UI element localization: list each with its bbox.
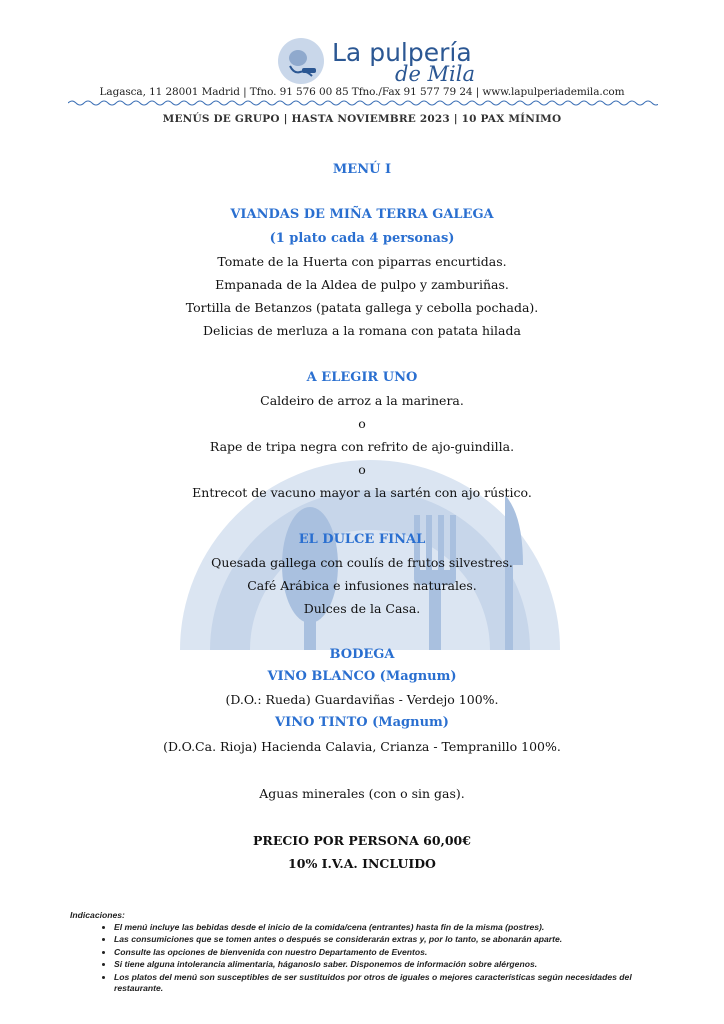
menu-separator: o <box>358 416 366 431</box>
section-heading: A ELEGIR UNO <box>306 370 418 385</box>
logo-text-script: de Mila <box>395 62 476 86</box>
wine-item: (D.O.Ca. Rioja) Hacienda Calavia, Crianza - Tempranillo 100%. <box>163 739 561 754</box>
price-per-person: PRECIO POR PERSONA 60,00€ <box>253 833 471 848</box>
wavy-divider <box>68 99 658 107</box>
restaurant-logo <box>278 38 478 86</box>
contact-info: Lagasca, 11 28001 Madrid | Tfno. 91 576 00 85 Tfno./Fax 91 577 79 24 | www.lapulperiademila.com <box>99 86 625 98</box>
menu-item: Empanada de la Aldea de pulpo y zamburiñas. <box>215 277 509 292</box>
vat-included: 10% I.V.A. INCLUIDO <box>288 856 436 871</box>
menu-item: Café Arábica e infusiones naturales. <box>247 578 477 593</box>
section-heading: BODEGA <box>329 647 395 662</box>
note-item: • Si tiene alguna intolerancia alimentaria, háganoslo saber. Disponemos de información sobre alérgenos. <box>114 959 670 970</box>
menu-item: Entrecot de vacuno mayor a la sartén con ajo rústico. <box>192 485 532 500</box>
note-item: • El menú incluye las bebidas desde el inicio de la comida/cena (entrantes) hasta fin de la misma (postres). <box>114 922 670 933</box>
wine-item: (D.O.: Rueda) Guardaviñas - Verdejo 100%. <box>225 692 499 707</box>
wine-heading: VINO TINTO (Magnum) <box>275 715 449 730</box>
section-subheading: (1 plato cada 4 personas) <box>269 231 455 246</box>
notes-section <box>70 910 670 995</box>
wine-heading: VINO BLANCO (Magnum) <box>267 669 457 684</box>
note-item: • Los platos del menú son susceptibles de ser sustituidos por otros de iguales o mejores características según necesidades del restaurante. <box>114 972 670 994</box>
notes-list <box>70 922 670 994</box>
menu-item: Delicias de merluza a la romana con patata hilada <box>203 323 521 338</box>
menu-title: MENÚ I <box>332 162 392 177</box>
section-heading: EL DULCE FINAL <box>298 532 426 547</box>
menu-item: Caldeiro de arroz a la marinera. <box>260 393 464 408</box>
water-item: Aguas minerales (con o sin gas). <box>259 786 465 801</box>
section-heading: VIANDAS DE MIÑA TERRA GALEGA <box>230 207 494 222</box>
menu-item: Rape de tripa negra con refrito de ajo-guindilla. <box>209 439 515 454</box>
menu-item: Tomate de la Huerta con piparras encurtidas. <box>217 254 507 269</box>
logo-text-main: La pulpería <box>332 38 472 67</box>
logo-octopus-icon <box>278 38 324 84</box>
notes-title: Indicaciones: <box>70 910 125 920</box>
group-menu-subtitle: MENÚS DE GRUPO | HASTA NOVIEMBRE 2023 | 10 PAX MÍNIMO <box>162 113 562 125</box>
menu-item: Dulces de la Casa. <box>303 601 421 616</box>
menu-separator: o <box>358 462 366 477</box>
menu-item: Tortilla de Betanzos (patata gallega y cebolla pochada). <box>185 300 539 315</box>
menu-item: Quesada gallega con coulís de frutos silvestres. <box>211 555 513 570</box>
note-item: • Consulte las opciones de bienvenida con nuestro Departamento de Eventos. <box>114 947 670 958</box>
note-item: • Las consumiciones que se tomen antes o después se considerarán extras y, por lo tanto, se abonarán aparte. <box>114 934 670 945</box>
